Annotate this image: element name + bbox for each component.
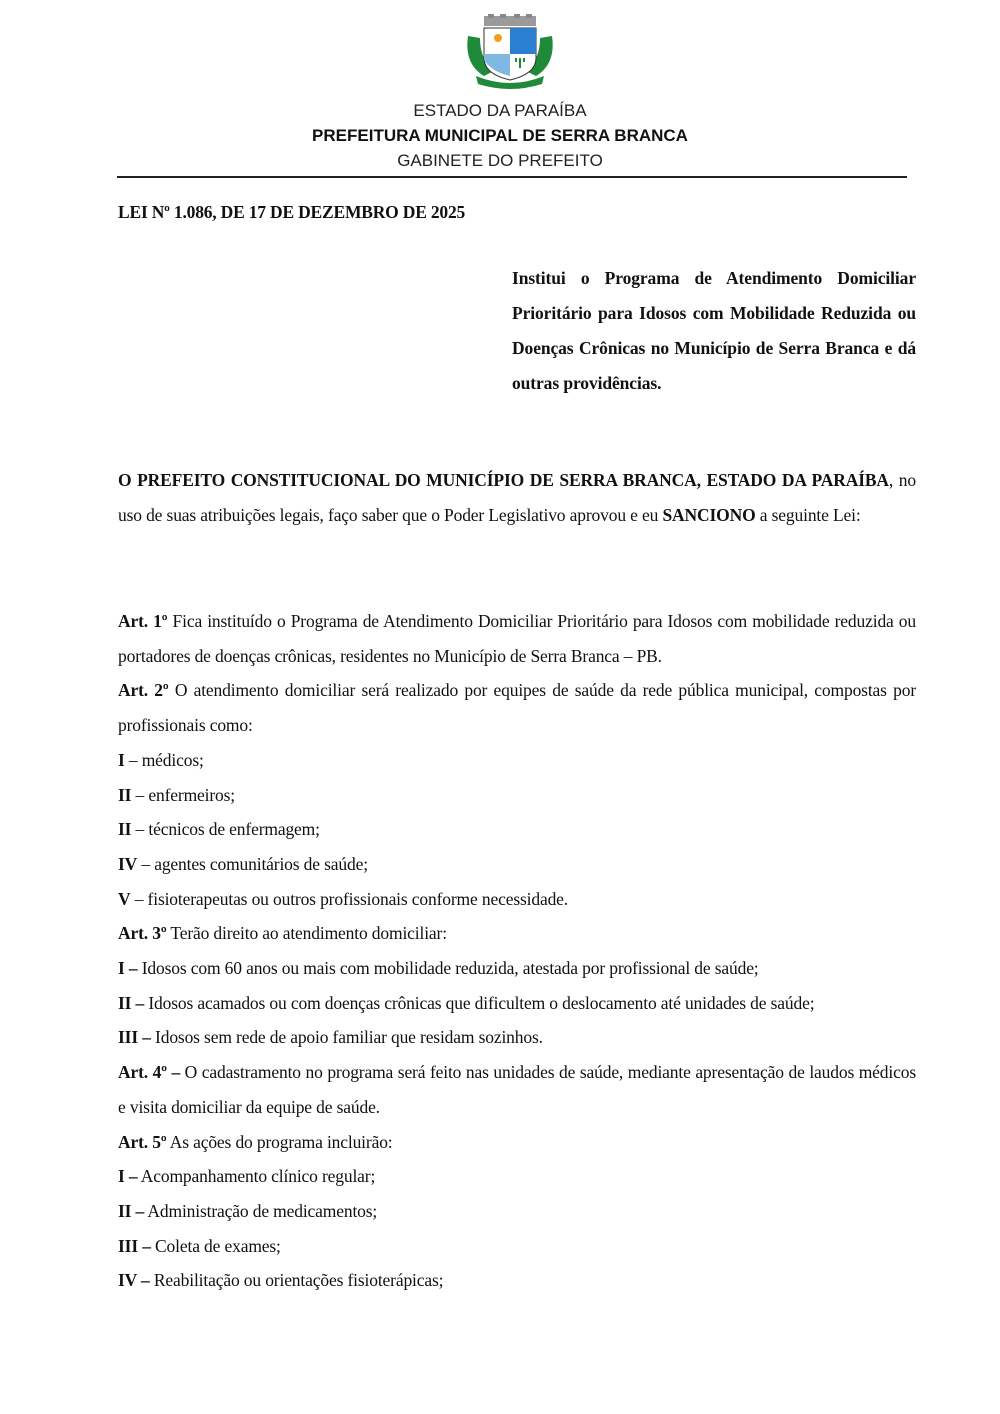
item-lead: Art. 3º bbox=[118, 923, 167, 944]
article-item bbox=[118, 1229, 916, 1264]
article-item bbox=[118, 1263, 916, 1298]
item-lead: II – bbox=[118, 992, 145, 1013]
item-lead: I – bbox=[118, 1166, 138, 1187]
item-lead: Art. 2º bbox=[118, 680, 169, 701]
item-lead: IV – bbox=[118, 1270, 150, 1291]
preamble-bold: O PREFEITO CONSTITUCIONAL DO MUNICÍPIO DE SERRA BRANCA, ESTADO DA PARAÍBA bbox=[118, 470, 889, 490]
header-gabinete: GABINETE DO PREFEITO bbox=[397, 151, 603, 170]
article bbox=[118, 1125, 916, 1160]
item-text: – enfermeiros; bbox=[131, 784, 236, 805]
item-lead: Art. 5º bbox=[118, 1131, 167, 1152]
article bbox=[118, 916, 916, 951]
law-summary: Institui o Programa de Atendimento Domiciliar Prioritário para Idosos com Mobilidade Reduzida ou Doenças Crônicas no Município de Serra Branca e dá outras providências. bbox=[512, 268, 916, 393]
item-text: Administração de medicamentos; bbox=[144, 1200, 378, 1221]
item-text: – técnicos de enfermagem; bbox=[131, 819, 320, 840]
item-lead: III – bbox=[118, 1027, 151, 1048]
article bbox=[118, 673, 916, 742]
item-text: Idosos sem rede de apoio familiar que residam sozinhos. bbox=[150, 1027, 543, 1048]
article-item bbox=[118, 1194, 916, 1229]
article-item bbox=[118, 1020, 916, 1055]
law-articles bbox=[118, 604, 916, 1298]
item-text: Acompanhamento clínico regular; bbox=[137, 1166, 376, 1187]
header-prefeitura: PREFEITURA MUNICIPAL DE SERRA BRANCA bbox=[312, 126, 688, 145]
item-text: – fisioterapeutas ou outros profissionais conforme necessidade. bbox=[130, 888, 569, 909]
article-item bbox=[118, 951, 916, 986]
item-text: Coleta de exames; bbox=[150, 1235, 281, 1256]
item-text: Reabilitação ou orientações fisioterápicas; bbox=[149, 1270, 444, 1291]
item-text: Idosos acamados ou com doenças crônicas que dificultem o deslocamento até unidades de saúde; bbox=[144, 992, 815, 1013]
preamble-sanciono: SANCIONO bbox=[662, 504, 756, 525]
article-item bbox=[118, 778, 916, 813]
header-divider bbox=[117, 176, 907, 178]
article-item bbox=[118, 812, 916, 847]
article-item bbox=[118, 743, 916, 778]
preamble-text-end: a seguinte Lei: bbox=[755, 504, 861, 525]
item-lead: II bbox=[118, 784, 132, 805]
item-text: – médicos; bbox=[124, 749, 204, 770]
preamble-text: , no uso de suas atribuições legais, faço saber que o Poder Legislativo aprovou e eu bbox=[118, 470, 916, 525]
article bbox=[118, 604, 916, 673]
item-text: As ações do programa incluirão: bbox=[166, 1131, 393, 1152]
item-lead: IV bbox=[118, 853, 138, 874]
article-item bbox=[118, 986, 916, 1021]
item-text: Fica instituído o Programa de Atendimento Domiciliar Prioritário para Idosos com mobilidade reduzida ou portadores de doenças crônicas, residentes no Município de Serra Branca – PB. bbox=[118, 611, 917, 666]
item-text: Idosos com 60 anos ou mais com mobilidade reduzida, atestada por profissional de saúde; bbox=[137, 958, 759, 979]
article-item bbox=[118, 1159, 916, 1194]
article-item bbox=[118, 882, 916, 917]
article bbox=[118, 1055, 916, 1124]
item-text: – agentes comunitários de saúde; bbox=[137, 853, 368, 874]
item-lead: Art. 1º bbox=[118, 611, 168, 631]
item-lead: Art. 4º – bbox=[118, 1062, 181, 1083]
article-item bbox=[118, 847, 916, 882]
preamble bbox=[118, 463, 916, 532]
item-lead: V bbox=[118, 888, 131, 909]
header-state: ESTADO DA PARAÍBA bbox=[413, 101, 587, 120]
item-lead: I – bbox=[118, 958, 138, 979]
item-lead: III – bbox=[118, 1235, 151, 1256]
municipal-coat-of-arms-logo bbox=[462, 14, 558, 94]
item-text: O cadastramento no programa será feito nas unidades de saúde, mediante apresentação de laudos médicos e visita domiciliar da equipe de saúde. bbox=[118, 1062, 916, 1117]
law-title: LEI Nº 1.086, DE 17 DE DEZEMBRO DE 2025 bbox=[118, 202, 466, 222]
item-lead: II bbox=[118, 819, 132, 840]
item-lead: I bbox=[118, 749, 125, 770]
item-lead: II – bbox=[118, 1200, 145, 1221]
item-text: O atendimento domiciliar será realizado por equipes de saúde da rede pública municipal, compostas por profissionais como: bbox=[118, 680, 916, 736]
item-text: Terão direito ao atendimento domiciliar: bbox=[166, 923, 447, 944]
